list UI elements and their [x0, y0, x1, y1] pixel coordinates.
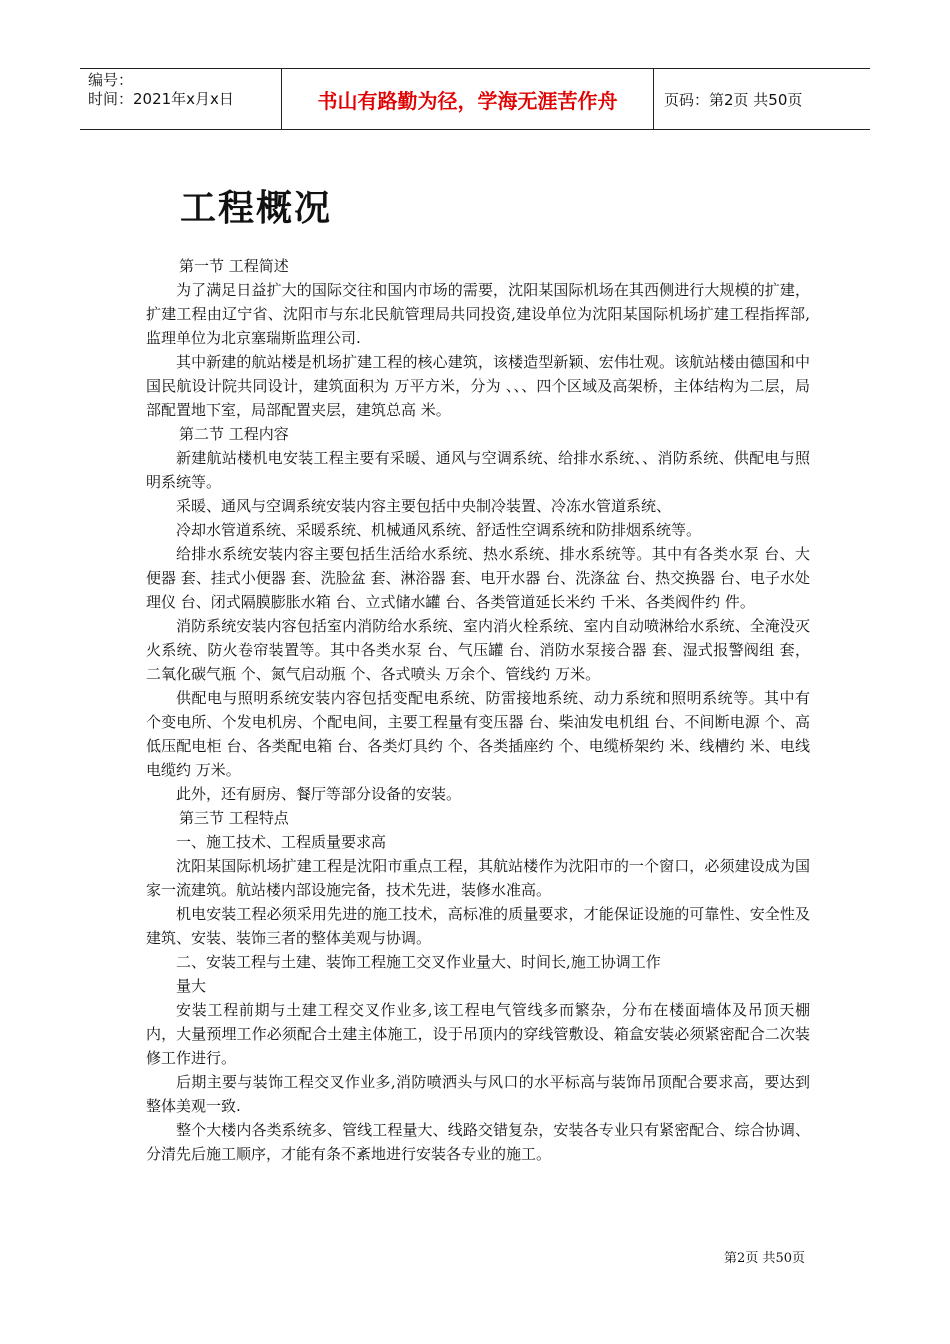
section-heading: 第二节 工程内容 [179, 425, 289, 443]
subsection-heading: 一、施工技术、工程质量要求高 [176, 833, 387, 851]
paragraph: 此外，还有厨房、餐厅等部分设备的安装。 [176, 785, 462, 803]
paragraph: 冷却水管道系统、采暖系统、机械通风系统、舒适性空调系统和防排烟系统等。 [176, 521, 702, 539]
subsection-heading-continued: 量大 [176, 977, 207, 995]
document-number-label: 编号： [88, 71, 134, 89]
subsection-heading: 二、安装工程与土建、装饰工程施工交叉作业量大、时间长,施工协调工作 [176, 953, 661, 971]
paragraph: 消防系统安装内容包括室内消防给水系统、室内消火栓系统、室内自动喷淋给水系统、全淹没灭火系统、防火卷帘装置等。其中各类水泵 台、气压罐 台、消防水泵接合器 套、湿式报警阀组 套，二氧化碳气瓶 个、氮气启动瓶 个、各式喷头 万余个、管线约 万米。 [146, 617, 810, 683]
paragraph: 为了满足日益扩大的国际交往和国内市场的需要，沈阳某国际机场在其西侧进行大规模的扩建，扩建工程由辽宁省、沈阳市与东北民航管理局共同投资,建设单位为沈阳某国际机场扩建工程指挥部,监理单位为北京塞瑞斯监理公司. [146, 281, 810, 347]
paragraph: 机电安装工程必须采用先进的施工技术，高标准的质量要求，才能保证设施的可靠性、安全性及建筑、安装、装饰三者的整体美观与协调。 [146, 905, 810, 947]
section-heading: 第三节 工程特点 [179, 809, 289, 827]
paragraph: 安装工程前期与土建工程交叉作业多,该工程电气管线多而繁杂，分布在楼面墙体及吊顶天棚内，大量预埋工作必须配合土建主体施工，设于吊顶内的穿线管敷设、箱盒安装必须紧密配合二次装修工作进行。 [146, 1001, 810, 1067]
page-header [80, 68, 870, 130]
header-meta [80, 69, 282, 129]
paragraph: 供配电与照明系统安装内容包括变配电系统、防雷接地系统、动力系统和照明系统等。其中有 个变电所、个发电机房、个配电间，主要工程量有变压器 台、柴油发电机组 台、不间断电源 个、高低压配电柜 台、各类配电箱 台、各类灯具约 个、各类插座约 个、电缆桥架约 米、线槽约 米、电线电缆约 万米。 [146, 689, 810, 779]
document-body [146, 254, 810, 1166]
header-motto: 书山有路勤为径，学海无涯苦作舟 [282, 69, 654, 129]
section-heading: 第一节 工程简述 [179, 257, 289, 275]
paragraph: 整个大楼内各类系统多、管线工程量大、线路交错复杂，安装各专业只有紧密配合、综合协调、分清先后施工顺序，才能有条不紊地进行安装各专业的施工。 [146, 1121, 810, 1163]
page-title: 工程概况 [180, 188, 333, 229]
page-footer: 第2页 共50页 [724, 1251, 805, 1266]
paragraph: 采暖、通风与空调系统安装内容主要包括中央制冷装置、冷冻水管道系统、 [176, 497, 672, 515]
paragraph: 新建航站楼机电安装工程主要有采暖、通风与空调系统、给排水系统、、消防系统、供配电与照明系统等。 [146, 449, 810, 491]
document-time-label: 时间：2021年x月x日 [88, 90, 234, 108]
paragraph: 后期主要与装饰工程交叉作业多,消防喷洒头与风口的水平标高与装饰吊顶配合要求高，要达到整体美观一致. [146, 1073, 810, 1115]
paragraph: 沈阳某国际机场扩建工程是沈阳市重点工程，其航站楼作为沈阳市的一个窗口，必须建设成为国家一流建筑。航站楼内部设施完备，技术先进，装修水准高。 [146, 857, 810, 899]
paragraph: 其中新建的航站楼是机场扩建工程的核心建筑，该楼造型新颖、宏伟壮观。该航站楼由德国和中国民航设计院共同设计，建筑面积为 万平方米，分为 、、、四个区域及高架桥，主体结构为二层，局部配置地下室，局部配置夹层，建筑总高 米。 [146, 353, 810, 419]
paragraph: 给排水系统安装内容主要包括生活给水系统、热水系统、排水系统等。其中有各类水泵 台、大便器 套、挂式小便器 套、洗脸盆 套、淋浴器 套、电开水器 台、洗涤盆 台、热交换器 台、电子水处理仪 台、闭式隔膜膨胀水箱 台、立式储水罐 台、各类管道延长米约 千米、各类阀件约 件。 [146, 545, 810, 611]
header-page-info: 页码：第2页 共50页 [664, 90, 803, 109]
